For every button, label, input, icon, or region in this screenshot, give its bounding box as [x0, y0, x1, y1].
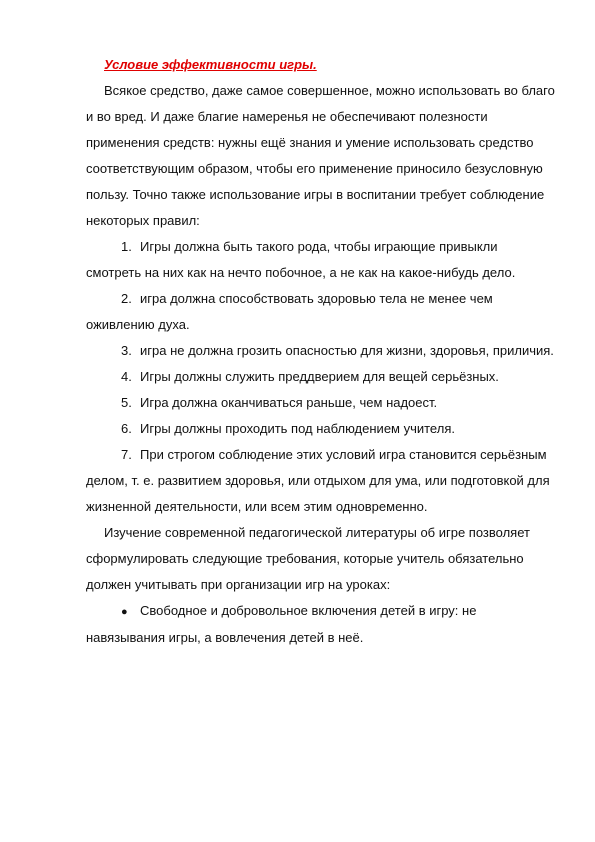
rule-number: 6.	[121, 421, 132, 436]
rule-number: 1.	[121, 239, 132, 254]
rule-item-7	[86, 442, 556, 520]
rule-text: Игра должна оканчиваться раньше, чем надоест.	[140, 395, 438, 410]
rule-item-5	[86, 390, 556, 416]
rule-item-2	[86, 286, 556, 338]
rule-item-4	[86, 364, 556, 390]
rule-text: игра должна способствовать здоровью тела не менее чем оживлению духа.	[86, 291, 493, 332]
rule-item-6	[86, 416, 556, 442]
rule-text: Игры должны служить преддверием для вещей серьёзных.	[140, 369, 499, 384]
rule-text: Игры должны проходить под наблюдением учителя.	[140, 421, 455, 436]
rule-text: Игры должна быть такого рода, чтобы играющие привыкли смотреть на них как на нечто побочное, а не как на какое-нибудь дело.	[86, 239, 516, 280]
rule-number: 7.	[121, 447, 132, 462]
document-body	[86, 52, 556, 651]
rule-number: 3.	[121, 343, 132, 358]
intro-paragraph: Всякое средство, даже самое совершенное, можно использовать во благо и во вред. И даже благие намеренья не обеспечивают полезности применения средств: нужны ещё знания и умение использовать средство соответствующим образом, чтобы его применение приносило безусловную пользу. Точно также использование игры в воспитании требует соблюдение некоторых правил:	[86, 83, 555, 228]
requirement-item-1	[86, 598, 556, 651]
rule-item-3	[86, 338, 556, 364]
rules-list	[86, 234, 556, 520]
bullet-icon: ●	[121, 606, 128, 618]
second-paragraph: Изучение современной педагогической литературы об игре позволяет сформулировать следующие требования, которые учитель обязательно должен учитывать при организации игр на уроках:	[86, 525, 530, 592]
rule-text: игра не должна грозить опасностью для жизни, здоровья, приличия.	[140, 343, 554, 358]
rule-number: 4.	[121, 369, 132, 384]
rule-text: При строгом соблюдение этих условий игра становится серьёзным делом, т. е. развитием здоровья, или отдыхом для ума, или подготовкой для жизненной деятельности, или всем этим одновременно.	[86, 447, 550, 514]
rule-number: 2.	[121, 291, 132, 306]
requirement-text: Свободное и добровольное включения детей в игру: не навязывания игры, а вовлечения детей в неё.	[86, 603, 477, 645]
section-heading: Условие эффективности игры.	[104, 57, 317, 72]
rule-item-1	[86, 234, 556, 286]
rule-number: 5.	[121, 395, 132, 410]
requirements-list	[86, 598, 556, 651]
